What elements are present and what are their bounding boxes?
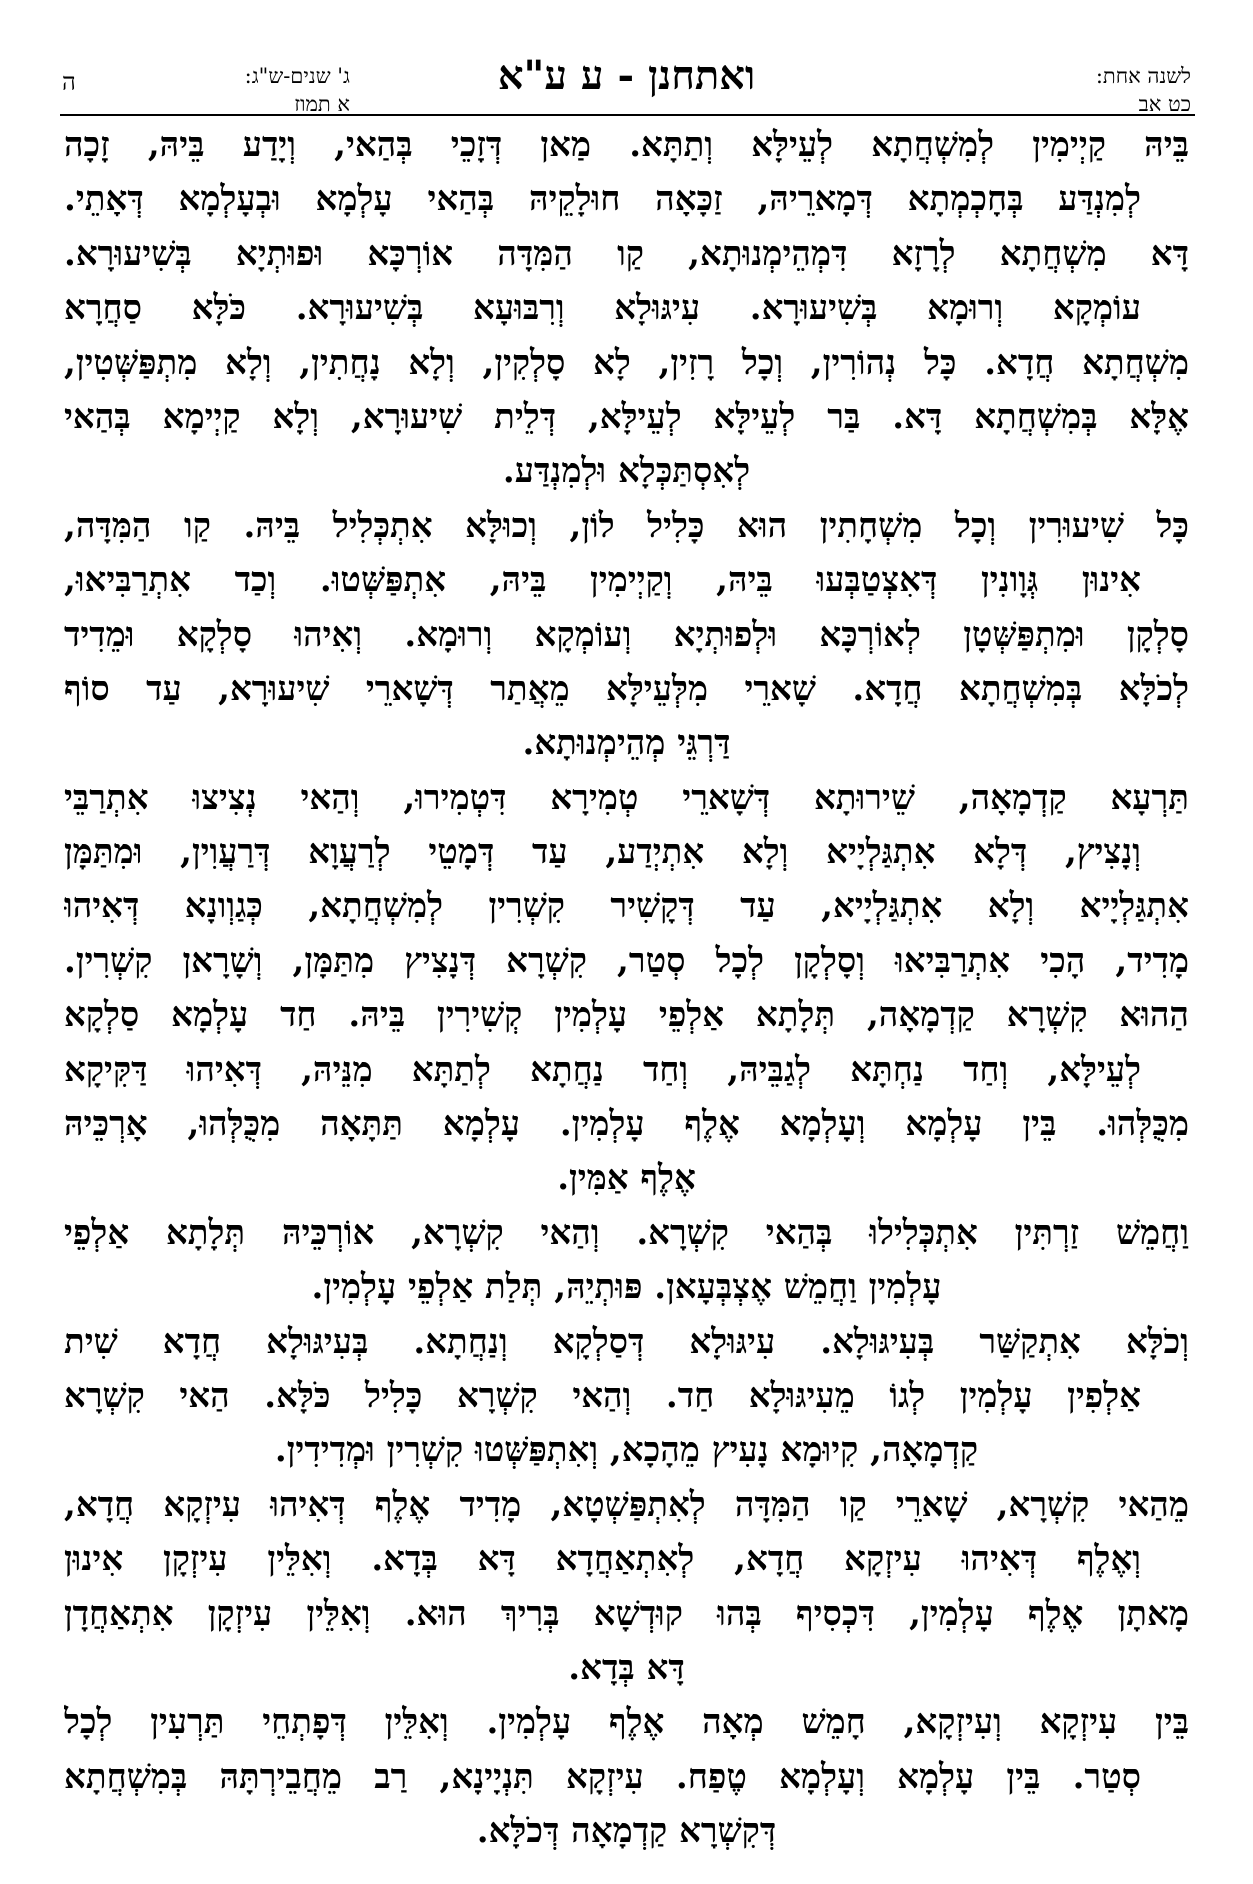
header-rule — [60, 114, 1195, 116]
page-title: ואתחנן - ע ע"א — [497, 52, 756, 99]
text-line: וְנָצִיץ, דְּלָא אִתְגַּלְיָיא וְלָא אִתְיְדַע, עַד דְּמָטֵי לְרַעֲוָא דְּרַעֲוִין, וּמִתַּמָּן — [64, 832, 1141, 873]
text-line: אַלְפִין עָלְמִין לְגוֹ מֵעִיגּוּלָא חַד. וְהַאי קִשְׁרָא כָּלִיל כֹּלָּא. הַאי קִשְׁרָא — [64, 1375, 1141, 1416]
text-body — [64, 118, 1189, 1859]
text-line: דְּקִשְׁרָא קַדְמָאָה דְּכֹלָּא. — [476, 1811, 777, 1852]
text-line: וְאֶלֶף דְּאִיהוּ עִיזְקָא חֲדָא, לְאִתְאַחֲדָא דָּא בְּדָא. וְאִלֵּין עִיזְקָן אִינוּן — [64, 1539, 1141, 1580]
text-line: דַּרְגֵּי מְהֵימְנוּתָא. — [522, 723, 731, 764]
text-line: עָלְמִין וַחֲמֵשׁ אֶצְבְּעָאן. פּוּתְיֵהּ, תְּלַת אַלְפֵי עָלְמִין. — [311, 1267, 942, 1308]
text-line: עוֹמְקָא וְרוּמָא בְּשִׁיעוּרָא. עִיגּוּלָא וְרִבּוּעָא בְּשִׁיעוּרָא. כֹּלָּא סַחֲרָא — [64, 288, 1141, 329]
text-line: מֵהַאי קִשְׁרָא, שָׁארֵי קַו הַמִּדָּה לְאִתְפַּשְׁטָא, מָדִיד אֶלֶף דְּאִיהוּ עִיזְקָא חֲדָא, — [64, 1484, 1189, 1525]
text-line: מִכֻּלְּהוּ. בֵּין עָלְמָא וְעָלְמָא אֶלֶף עָלְמִין. עָלְמָא תַּתָּאָה מִכֻּלְּהוּ, אָרְכֵּיהּ — [64, 1104, 1189, 1145]
text-line: סָלְקָן וּמִתְפַּשְּׁטָן לְאוֹרְכָּא וּלְפוּתְיָא וְעוֹמְקָא וְרוּמָא. וְאִיהוּ סָלְקָא וּמֵדִיד — [64, 614, 1189, 655]
text-line: וְכֹלָּא אִתְקַשַּׁר בְּעִיגּוּלָא. עִיגּוּלָא דְּסַלְקָא וְנַחֲתָא. בְּעִיגּוּלָא חֲדָא שִׁית — [64, 1321, 1189, 1362]
text-line: מִשְׁחֲתָא חֲדָא. כָּל נְהוֹרִין, וְכָל רָזִין, לָא סָלְקִין, וְלָא נָחֲתִין, וְלָא מִתְפַּשְּׁטִין, — [64, 342, 1189, 383]
text-line: דָּא בְּדָא. — [568, 1647, 685, 1688]
text-line: קַדְמָאָה, קִיוּמָא נָעִיץ מֵהָכָא, וְאִתְפַּשְּׁטוּ קִשְׁרִין וּמְדִידִין. — [274, 1430, 979, 1471]
text-line: וַחֲמֵשׁ זַרְתִּין אִתְכְּלִילוּ בְּהַאי קִשְׁרָא. וְהַאי קִשְׁרָא, אוֹרְכֵּיהּ תְּלָתָא אַלְפֵי — [64, 1212, 1189, 1253]
header-left-line2: א תמוז — [294, 92, 350, 116]
text-line: לְכֹלָּא בְּמִשְׁחֲתָא חֲדָא. שָׁארֵי מִלְּעֵילָּא מֵאֲתַר דְּשָׁארֵי שִׁיעוּרָא, עַד סוֹף — [64, 668, 1189, 709]
text-line: סְטַר. בֵּין עָלְמָא וְעָלְמָא טֶפַח. עִיזְקָא תִּנְיָינָא, רַב מֵחֲבֵירְתָּהּ בְּמִשְׁחֲתָא — [64, 1756, 1141, 1797]
text-line: כָּל שִׁיעוּרִין וְכָל מִשְׁחָתִין הוּא כָּלִיל לוֹן, וְכוּלָּא אִתְכְּלִיל בֵּיהּ. קַו הַמִּדָּה, — [64, 505, 1189, 546]
header-right-line2: כט אב — [1138, 92, 1191, 116]
text-line: דָּא מִשְׁחֲתָא לְרָזָא דִּמְהֵימְנוּתָא, קַו הַמִּדָּה אוֹרְכָּא וּפוּתְיָא בְּשִׁיעוּרָא. — [64, 233, 1189, 274]
text-line: אִינוּן גְּוָונִין דְּאִצְטַבְּעוּ בֵּיהּ, וְקַיְימִין בֵּיהּ, אִתְפַּשְּׁטוּ. וְכַד אִתְרַבִּיאוּ, — [64, 560, 1141, 601]
page-number: ה — [62, 68, 76, 96]
text-line: מָדִיד, הָכִי אִתְרַבִּיאוּ וְסָלְקָן לְכָל סְטַר, קִשְׁרָא דְּנָצִיץ מִתַּמָּן, וְשָׁרָאן קִשְׁרִין. — [64, 940, 1189, 981]
text-line: אֶלָּא בְּמִשְׁחֲתָא דָּא. בַּר לְעֵילָּא לְעֵילָּא, דְּלֵית שִׁיעוּרָא, וְלָא קַיְימָא בְּהַאי — [64, 396, 1189, 437]
text-line: לְאִסְתַּכְּלָא וּלְמִנְדַּע. — [502, 451, 751, 492]
header-left-line1: ג' שנים-ש"ג: — [244, 64, 350, 88]
text-line: לְמִנְדַּע בְּחָכְמְתָא דְּמָארֵיהּ, זַכָּאָה חוּלָקֵיהּ בְּהַאי עָלְמָא וּבְעָלְמָא דְּאָתֵי. — [64, 179, 1141, 220]
text-line: בֵּיהּ קַיְימִין לְמִשְׁחֲתָא לְעֵילָּא וְתַתָּא. מַאן דְּזָכֵי בְּהַאי, וְיָדַע בֵּיהּ, זָכָה — [64, 125, 1189, 165]
text-line: תַּרְעָא קַדְמָאָה, שֵׁירוּתָא דְּשָׁארֵי טְמִירָא דִּטְמִירוּ, וְהַאי נְצִיצוּ אִתְרַבֵּי — [64, 777, 1189, 818]
text-line: הַהוּא קִשְׁרָא קַדְמָאָה, תְּלָתָא אַלְפֵי עָלְמִין קְשִׁירִין בֵּיהּ. חַד עָלְמָא סַלְקָא — [64, 995, 1189, 1036]
text-line: אֶלֶף אַמִּין. — [557, 1158, 696, 1199]
header-right-line1: לשנה אחת: — [1095, 64, 1191, 88]
text-line: לְעֵילָּא, וְחַד נַחְתָּא לְגַבֵּיהּ, וְחַד נַחֲתָא לְתַתָּא מִנֵּיהּ, דְּאִיהוּ דַּקִּיקָא — [64, 1049, 1141, 1090]
text-line: אִתְגַּלְיָיא וְלָא אִתְגַּלְיָיא, עַד דְּקָשִׁיר קִשְׁרִין לְמִשְׁחֲתָא, כְּגַוְונָא דְּאִיהוּ — [64, 886, 1189, 927]
text-line: בֵּין עִיזְקָא וְעִיזְקָא, חָמֵשׁ מְאָה אֶלֶף עָלְמִין. וְאִלֵּין דְּפָתְחֵי תַּרְעִין לְכָל — [64, 1702, 1189, 1743]
header-left — [150, 62, 350, 118]
text-line: מָאתָן אֶלֶף עָלְמִין, דִּכְסִיף בְּהוּ קוּדְשָׁא בְּרִיךְ הוּא. וְאִלֵּין עִיזְקָן אִתְאַחֲדָן — [64, 1593, 1189, 1634]
